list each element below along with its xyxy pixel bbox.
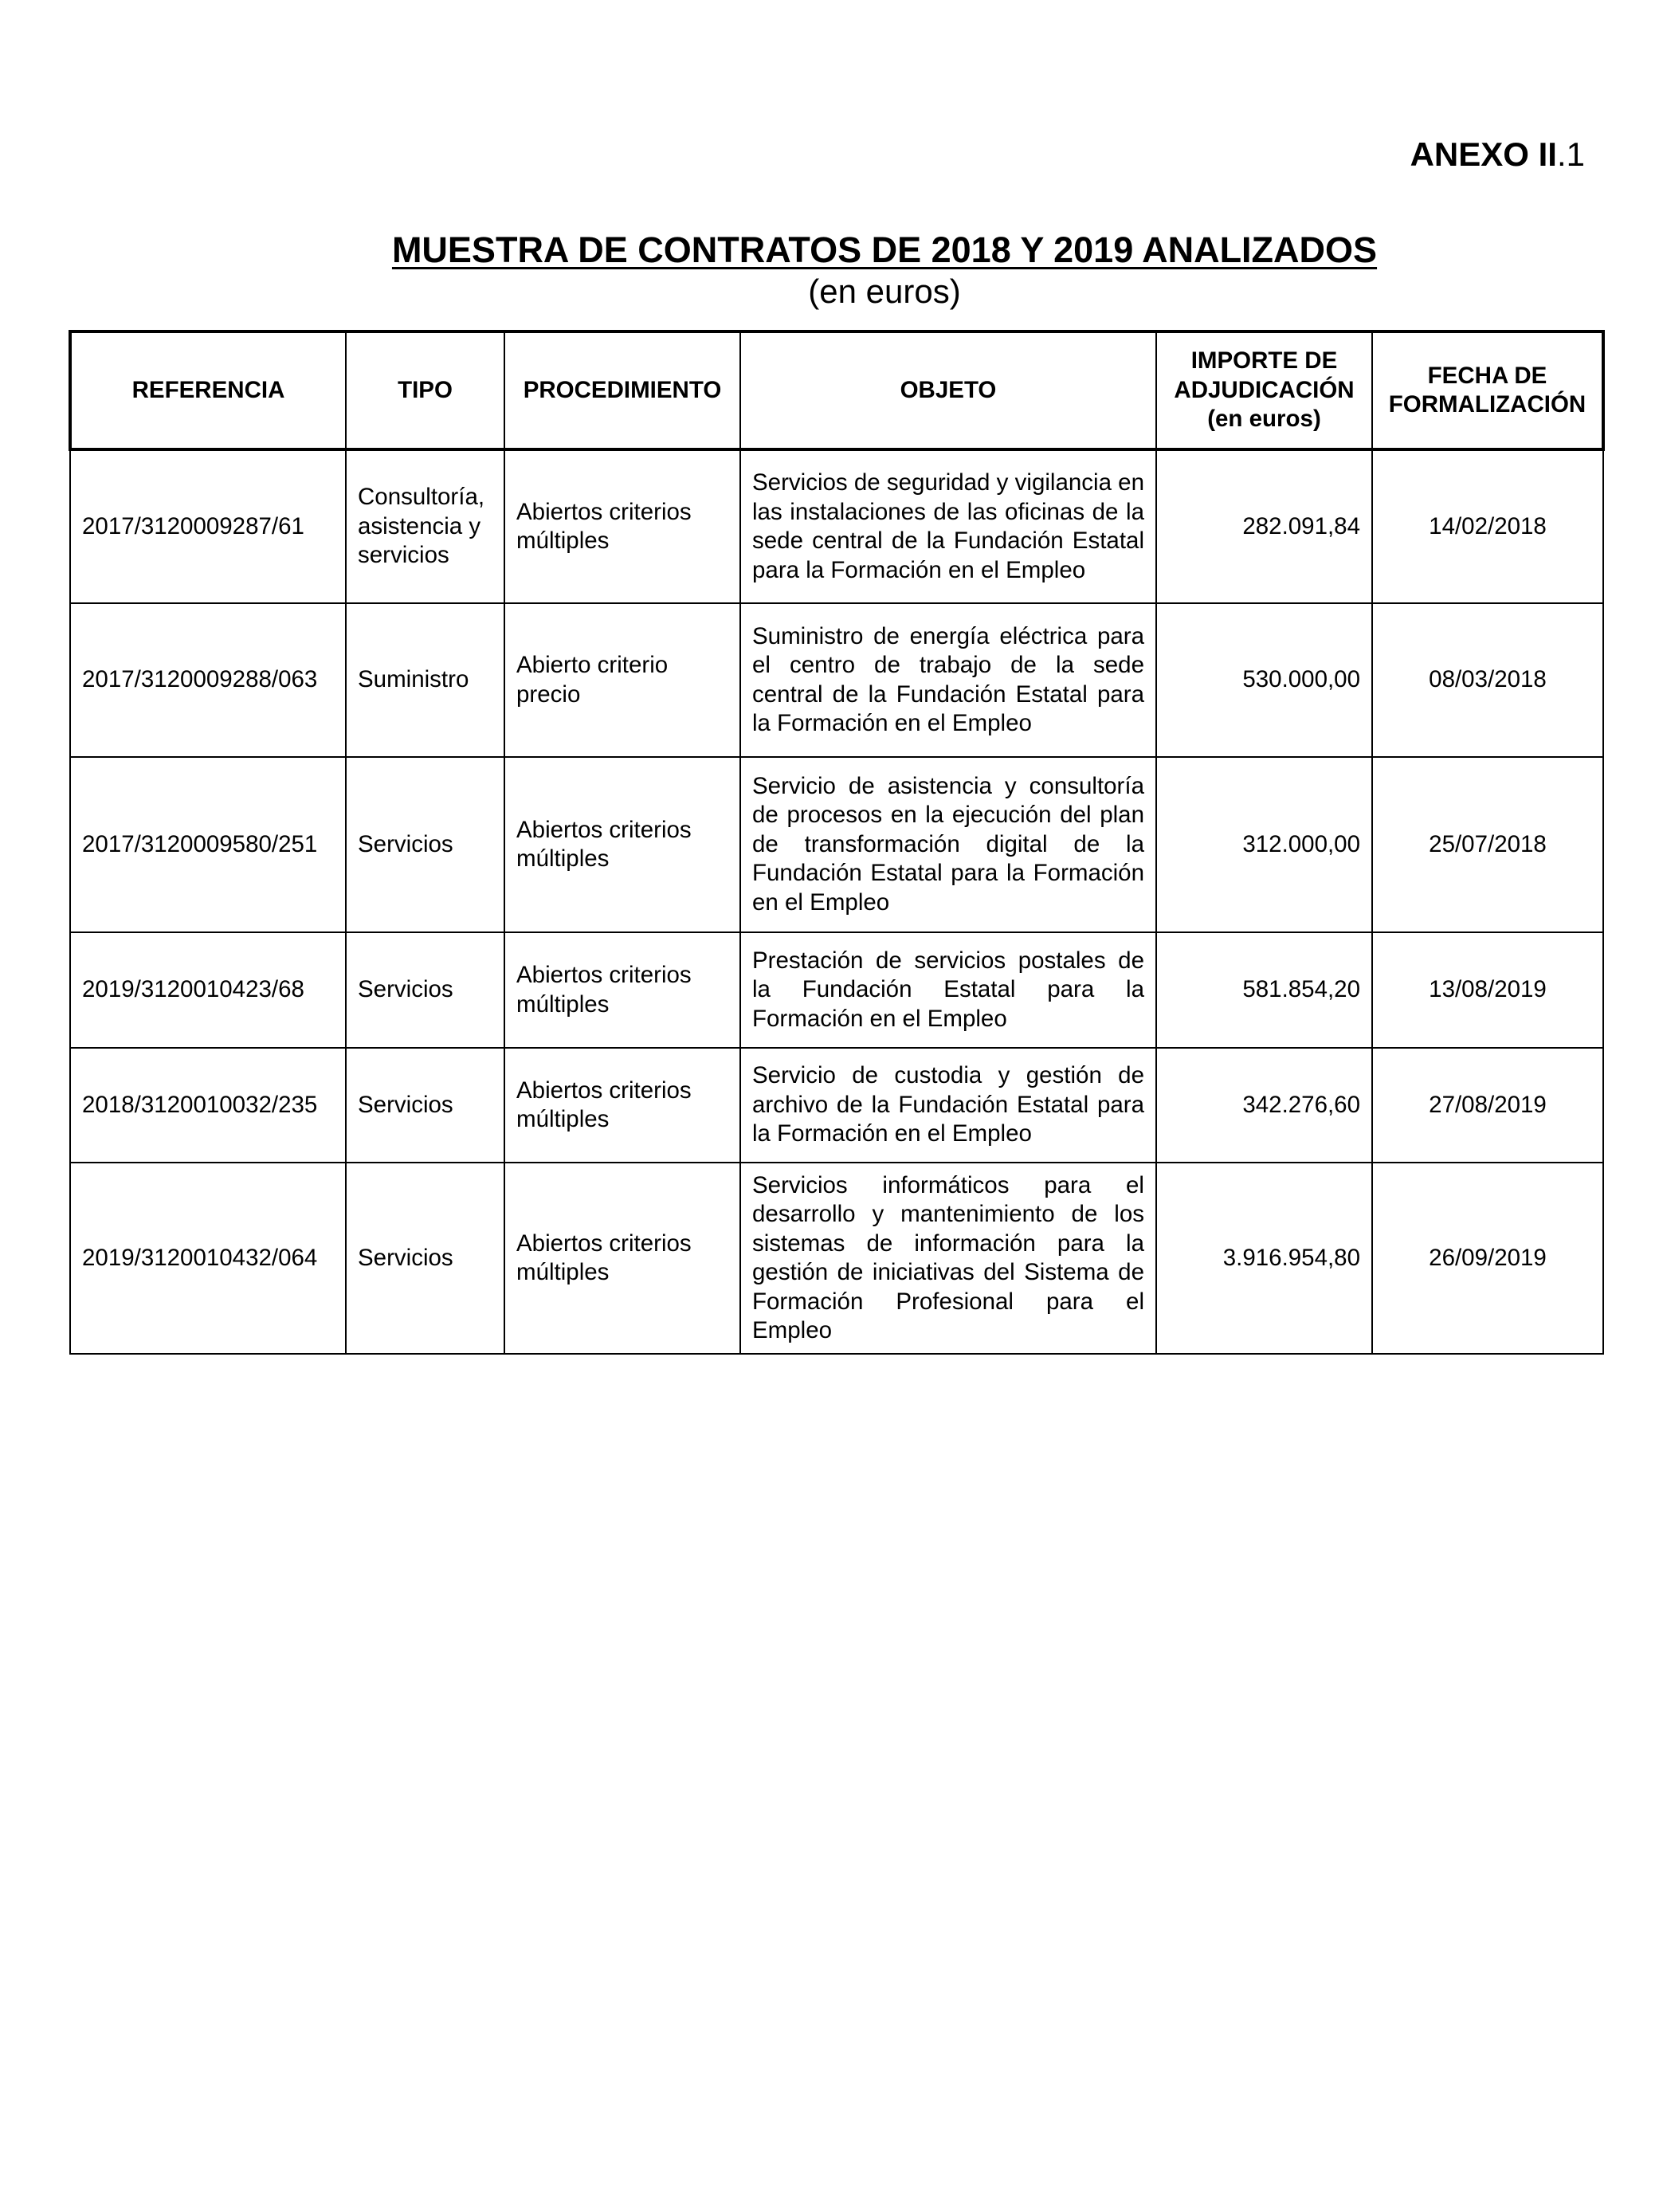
cell-importe: 282.091,84	[1156, 449, 1372, 603]
header-referencia: REFERENCIA	[70, 331, 346, 449]
cell-procedimiento: Abiertos criterios múltiples	[504, 1048, 740, 1163]
cell-tipo: Suministro	[346, 603, 504, 757]
cell-referencia: 2017/3120009288/063	[70, 603, 346, 757]
header-fecha-line-2: FORMALIZACIÓN	[1388, 391, 1586, 418]
cell-tipo: Servicios	[346, 757, 504, 932]
header-importe-line-3: (en euros)	[1207, 406, 1321, 433]
annex-label	[1410, 134, 1585, 175]
contracts-table	[69, 330, 1605, 1355]
cell-procedimiento: Abiertos criterios múltiples	[504, 1163, 740, 1354]
table-row	[70, 1048, 1603, 1163]
cell-fecha: 14/02/2018	[1372, 449, 1603, 603]
cell-importe: 581.854,20	[1156, 932, 1372, 1048]
cell-procedimiento: Abiertos criterios múltiples	[504, 932, 740, 1048]
header-fecha	[1372, 331, 1603, 449]
table-row	[70, 603, 1603, 757]
cell-tipo: Servicios	[346, 932, 504, 1048]
cell-importe: 312.000,00	[1156, 757, 1372, 932]
annex-label-bold: ANEXO II	[1410, 135, 1557, 173]
table-row	[70, 1163, 1603, 1354]
header-importe	[1156, 331, 1372, 449]
cell-objeto: Servicios de seguridad y vigilancia en las instalaciones de las oficinas de la sede central de la Fundación Estatal para la Formación en el Empleo	[740, 449, 1156, 603]
cell-referencia: 2017/3120009287/61	[70, 449, 346, 603]
header-tipo: TIPO	[346, 331, 504, 449]
cell-importe: 530.000,00	[1156, 603, 1372, 757]
cell-objeto: Servicios informáticos para el desarrollo y mantenimiento de los sistemas de información para la gestión de iniciativas del Sistema de Formación Profesional para el Empleo	[740, 1163, 1156, 1354]
cell-fecha: 26/09/2019	[1372, 1163, 1603, 1354]
cell-tipo: Consultoría, asistencia y servicios	[346, 449, 504, 603]
header-importe-line-1: IMPORTE DE	[1190, 347, 1338, 375]
table-header-row	[70, 331, 1603, 449]
cell-tipo: Servicios	[346, 1163, 504, 1354]
cell-procedimiento: Abierto criterio precio	[504, 603, 740, 757]
cell-referencia: 2019/3120010423/68	[70, 932, 346, 1048]
cell-objeto: Suministro de energía eléctrica para el centro de trabajo de la sede central de la Fundación Estatal para la Formación en el Empleo	[740, 603, 1156, 757]
cell-tipo: Servicios	[346, 1048, 504, 1163]
cell-fecha: 25/07/2018	[1372, 757, 1603, 932]
page-subtitle: (en euros)	[808, 273, 961, 310]
cell-fecha: 13/08/2019	[1372, 932, 1603, 1048]
table-row	[70, 757, 1603, 932]
page-title: MUESTRA DE CONTRATOS DE 2018 Y 2019 ANALIZADOS	[391, 229, 1378, 270]
table-row	[70, 449, 1603, 603]
cell-fecha: 08/03/2018	[1372, 603, 1603, 757]
cell-procedimiento: Abiertos criterios múltiples	[504, 449, 740, 603]
header-procedimiento: PROCEDIMIENTO	[504, 331, 740, 449]
cell-referencia: 2018/3120010032/235	[70, 1048, 346, 1163]
cell-procedimiento: Abiertos criterios múltiples	[504, 757, 740, 932]
cell-fecha: 27/08/2019	[1372, 1048, 1603, 1163]
cell-referencia: 2017/3120009580/251	[70, 757, 346, 932]
cell-objeto: Prestación de servicios postales de la Fundación Estatal para la Formación en el Empleo	[740, 932, 1156, 1048]
header-importe-line-2: ADJUDICACIÓN	[1174, 376, 1355, 403]
cell-objeto: Servicio de asistencia y consultoría de procesos en la ejecución del plan de transformación digital de la Fundación Estatal para la Formación en el Empleo	[740, 757, 1156, 932]
header-fecha-line-1: FECHA DE	[1427, 362, 1547, 389]
cell-importe: 3.916.954,80	[1156, 1163, 1372, 1354]
header-objeto: OBJETO	[740, 331, 1156, 449]
annex-label-number: .1	[1556, 135, 1585, 173]
table-row	[70, 932, 1603, 1048]
cell-objeto: Servicio de custodia y gestión de archivo de la Fundación Estatal para la Formación en el Empleo	[740, 1048, 1156, 1163]
cell-referencia: 2019/3120010432/064	[70, 1163, 346, 1354]
cell-importe: 342.276,60	[1156, 1048, 1372, 1163]
